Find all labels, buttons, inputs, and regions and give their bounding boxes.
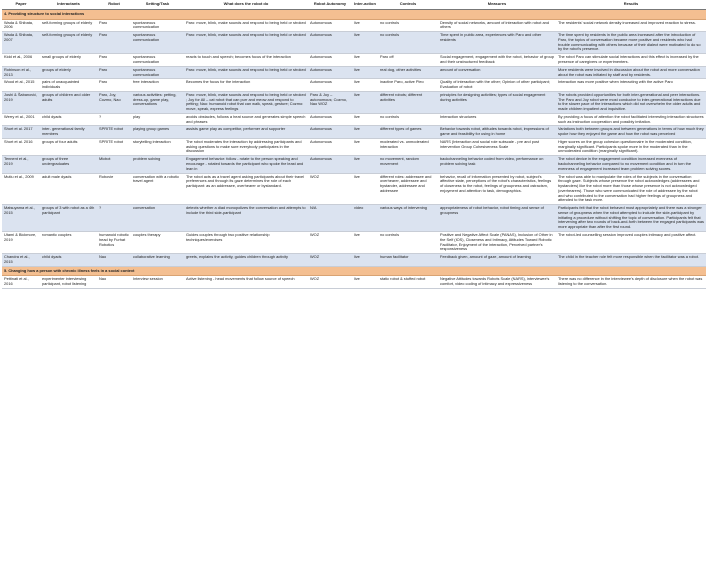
cell-results: More residents were involved in discussion about the robot and more conversation about the robot was initiated by staff and by residents. — [556, 66, 706, 79]
cell-results: The robot-led counselling session improved couples intimacy and positive affect. — [556, 231, 706, 253]
cell-interaction: live — [352, 113, 378, 126]
cell-interactants: groups of three undergraduates — [40, 156, 97, 173]
cell-what: Guides couples through two positive relationship techniques/exercises — [184, 231, 308, 253]
cell-paper: Pettinati et al., 2016 — [2, 276, 40, 289]
col-header-paper: Paper — [2, 1, 40, 9]
cell-setting: collaborative learning — [131, 254, 184, 267]
cell-setting: conversation with a robotic travel agent — [131, 173, 184, 205]
cell-measures: Time spent in public area, experiences with Paro and other residents — [438, 32, 556, 54]
cell-paper: Utami & Bickmore, 2019 — [2, 231, 40, 253]
table-row — [2, 32, 706, 54]
cell-interaction: live — [352, 173, 378, 205]
cell-autonomy: WOZ — [308, 173, 352, 205]
table-row — [2, 173, 706, 205]
literature-table — [2, 1, 706, 289]
cell-measures: Quality of interaction with the other; Opinion of other participant; Evaluation of robot — [438, 79, 556, 92]
cell-what: assists game play as competitor, performer and supporter — [184, 126, 308, 139]
table-row — [2, 126, 706, 139]
cell-robot: ? — [97, 113, 131, 126]
cell-autonomy: Autonomous — [308, 19, 352, 32]
cell-interactants: inter- generational family members — [40, 126, 97, 139]
col-header-interactants: Interactants — [40, 1, 97, 9]
cell-robot: SPRITE robot — [97, 126, 131, 139]
cell-interactants: child dyads — [40, 113, 97, 126]
cell-paper: Kidd et al., 2006 — [2, 54, 40, 67]
cell-autonomy: Autonomous — [308, 138, 352, 155]
col-header-setting: Setting/Task — [131, 1, 184, 9]
cell-setting: conversation — [131, 205, 184, 232]
cell-interaction: live — [352, 66, 378, 79]
cell-interactants: adult male dyads — [40, 173, 97, 205]
cell-autonomy: Autonomous — [308, 79, 352, 92]
cell-interactants: groups of children and older adults — [40, 91, 97, 113]
cell-measures: Interaction structures — [438, 113, 556, 126]
cell-what: avoids obstacles, follows a heat source and generates simple speech and phrases — [184, 113, 308, 126]
cell-what: The robot acts as a travel agent asking participants about their travel preferences and through its gaze determines the role of each participant: as an addressee, overhearer or bystandard. — [184, 173, 308, 205]
cell-results: The robot was able to manipulate the roles of the subjects in the conversation through gaze. Subjects whose presence the robot acknowledges (addressees and bystanders) like the robot more than those whose presence is not acknowledged (overhearers). Those who were communicated the role of addressee by the robot and who contributed to the conversation had higher feelings of groupness and attended to the task more. — [556, 173, 706, 205]
cell-interaction: live — [352, 79, 378, 92]
cell-controls: various ways of intervening — [378, 205, 438, 232]
cell-controls: different robots; different activities — [378, 91, 438, 113]
cell-controls: real dog, other activities — [378, 66, 438, 79]
table-row — [2, 54, 706, 67]
cell-what: Active listening - head movements that follow source of speech — [184, 276, 308, 289]
cell-autonomy: Autonomous — [308, 113, 352, 126]
cell-autonomy: WOZ — [308, 254, 352, 267]
table-row — [2, 79, 706, 92]
cell-robot: Paro — [97, 66, 131, 79]
cell-results: Variations both between groups and between generations in terms of how much they spoke how they enjoyed the game and how the robot was perceived — [556, 126, 706, 139]
cell-paper: Joshi & Šabanović, 2019 — [2, 91, 40, 113]
table-row — [2, 19, 706, 32]
cell-interactants: romantic couples — [40, 231, 97, 253]
table-row — [2, 138, 706, 155]
cell-interaction: live — [352, 156, 378, 173]
cell-setting: Interview session — [131, 276, 184, 289]
cell-controls: Paro off — [378, 54, 438, 67]
cell-robot: humanoid robotic head by Furhat Robotics — [97, 231, 131, 253]
cell-interactants: groups of four adults — [40, 138, 97, 155]
cell-what: greets, explains the activity, guides children through activity — [184, 254, 308, 267]
section-header-4 — [2, 9, 706, 19]
cell-robot: Paro — [97, 54, 131, 67]
cell-what: Paro: move, blink, make sounds and respond to being held or stroked ; Joy for All – cat robot that can purr and meow and respond to petting; Nao: humanoid robot that can walk, speak, gesture; Cozmo: move, speak, express feelings — [184, 91, 308, 113]
cell-interaction: live — [352, 54, 378, 67]
cell-interaction: live — [352, 32, 378, 54]
section-title: 4. Providing structure to social interactions — [2, 9, 706, 19]
cell-interaction: live — [352, 91, 378, 113]
cell-paper: Robinson et al., 2013 — [2, 66, 40, 79]
cell-interaction: video — [352, 205, 378, 232]
cell-interactants: pairs of unacquainted individuals — [40, 79, 97, 92]
table-row — [2, 205, 706, 232]
cell-measures: Density of social networks, amount of interaction with robot and others — [438, 19, 556, 32]
cell-setting: play — [131, 113, 184, 126]
cell-what: The robot moderates the interaction by addressing participants and asking questions to make sure everybody participates in the discussion — [184, 138, 308, 155]
cell-measures: backchanneling behavior coded from video, performance on problem solving task — [438, 156, 556, 173]
cell-controls: different types of games — [378, 126, 438, 139]
cell-autonomy: WOZ — [308, 276, 352, 289]
cell-results: The robots provided opportunities for both inter-generational and peer interactions. The Paro and Joy robot were most conducive to inter-generational interactions due to the slower pace of the interactions which did not overwhelm the older adults and made children impatient and inquisitive. — [556, 91, 706, 113]
cell-interactants: experimenter interviewing participant, robot listening — [40, 276, 97, 289]
table-row — [2, 91, 706, 113]
col-header-what: What does the robot do — [184, 1, 308, 9]
cell-robot: Nao — [97, 276, 131, 289]
section-header-5 — [2, 266, 706, 276]
cell-controls: different roles: addressee and overhearer, addressee and bystander, addressee and addressee — [378, 173, 438, 205]
cell-what: Becomes the focus for the interaction — [184, 79, 308, 92]
cell-interaction: live — [352, 126, 378, 139]
cell-paper: Wood et al., 2015 — [2, 79, 40, 92]
cell-interactants: self-forming groups of elderly — [40, 19, 97, 32]
cell-interaction: live — [352, 254, 378, 267]
cell-interactants: groups of elderly — [40, 66, 97, 79]
cell-interactants: child dyads — [40, 254, 97, 267]
cell-robot: ? — [97, 205, 131, 232]
cell-results: Interaction was more positive when interacting with the active Paro — [556, 79, 706, 92]
cell-robot: SPRITE robot — [97, 138, 131, 155]
col-header-measures: Measures — [438, 1, 556, 9]
cell-measures: principles for designing activities; types of social engagement during activities — [438, 91, 556, 113]
cell-results: The child in the teacher role felt more responsible when the facilitator was a robot. — [556, 254, 706, 267]
cell-measures: amount of conversation — [438, 66, 556, 79]
cell-what: detects whether a diad monopolizes the conversation and attempts to include the third side-participant — [184, 205, 308, 232]
cell-controls: no controls — [378, 113, 438, 126]
cell-interaction: live — [352, 276, 378, 289]
cell-results: The residents' social network density increased and improved reaction to stress. — [556, 19, 706, 32]
cell-controls: no controls — [378, 19, 438, 32]
cell-interactants: groups of 3 with robot as a 4th participant — [40, 205, 97, 232]
cell-results: Participants felt that the robot behaved most appropriately and there was a stronger sense of groupness when the robot attempted to include the side-participant by initiating a procedure without shifting the topic of conversation. Participants felt that intervening after two rounds of back-and-forth between the engaged participants was more appropriate than after the first round. — [556, 205, 706, 232]
cell-setting: spontaneous communication — [131, 54, 184, 67]
cell-what: Paro: move, blink, make sounds and respond to being held or stroked — [184, 66, 308, 79]
table-row — [2, 276, 706, 289]
cell-autonomy: Autonomous — [308, 126, 352, 139]
table-row — [2, 231, 706, 253]
cell-robot: Paro — [97, 19, 131, 32]
cell-results: By providing a focus of attention the robot facilitated interesting interaction structures such as instruction cooperation and possibly imitation. — [556, 113, 706, 126]
cell-setting: spontaneous communication — [131, 19, 184, 32]
cell-measures: Positive and Negative Affect Scale (PANAS), Inclusion of Other in the Self (IOS), Closeness and Intimacy, Attitudes Toward Robotic Facilitator, Enjoyment of the interaction, Perceived partner's responsiveness — [438, 231, 556, 253]
table-row — [2, 254, 706, 267]
cell-what: reacts to touch and speech; becomes focus of the interaction — [184, 54, 308, 67]
cell-measures: Social engagement, engagement with the robot, behavior of group and their unstructured feedback — [438, 54, 556, 67]
cell-setting: couples therapy — [131, 231, 184, 253]
cell-interaction: live — [352, 231, 378, 253]
cell-robot: Paro — [97, 79, 131, 92]
cell-measures: Behavior towards robot, attitudes towards robot, impressions of game and feasibility for using in home — [438, 126, 556, 139]
cell-robot: Robovie — [97, 173, 131, 205]
cell-setting: storytelling interaction — [131, 138, 184, 155]
cell-results: The robot device in the engagement condition increased evenness of backchanneling behavior compared to no movement condition and in turn the evenness of engagement increased team problem solving scores. — [556, 156, 706, 173]
cell-interaction: live — [352, 19, 378, 32]
cell-measures: behavior, recall of information presented by robot, subject's affective state, perceptions of the robot's characteristics, feelings of closeness to the robot, feelings of groupness and ostracism, enjoyment and attention to task, demographics. — [438, 173, 556, 205]
cell-setting: spontaneous communication — [131, 32, 184, 54]
table-row — [2, 66, 706, 79]
cell-robot: Paro, Joy, Cozmo, Nao — [97, 91, 131, 113]
cell-what: Paro: move, blink, make sounds and respond to being held or stroked — [184, 32, 308, 54]
cell-results: Higer scores on the group cohesion questionnaire in the moderated condition, marginally significant. Participants spoke more in the moderated than in the unmoderated condition (marginally significant). — [556, 138, 706, 155]
cell-what: Paro: move, blink, make sounds and respond to being held or stroked — [184, 19, 308, 32]
cell-autonomy: Autonomous — [308, 54, 352, 67]
cell-measures: NARS (Interaction and social role subscale - pre and post intervention Group Cohesiveness Scale — [438, 138, 556, 155]
cell-robot: Nao — [97, 254, 131, 267]
col-header-controls: Controls — [378, 1, 438, 9]
cell-controls: no controls — [378, 32, 438, 54]
cell-interactants: small groups of elderly — [40, 54, 97, 67]
cell-autonomy: N/A — [308, 205, 352, 232]
cell-setting: playing group games — [131, 126, 184, 139]
cell-autonomy: Paro & Joy – autonomous; Cozmo, Nao WOZ — [308, 91, 352, 113]
cell-what: Engagement behavior: follow - rotate to the person speaking and encourage - rotated towards the participant who spoke the least and lean in — [184, 156, 308, 173]
cell-autonomy: Autonomous — [308, 32, 352, 54]
cell-paper: Werry et al., 2001 — [2, 113, 40, 126]
cell-paper: Wada & Shibata, 2006 — [2, 19, 40, 32]
cell-interactants: self-forming groups of elderly — [40, 32, 97, 54]
col-header-autonomy: Robot Autonomy — [308, 1, 352, 9]
cell-setting: free interaction — [131, 79, 184, 92]
cell-controls: moderated vs. unmoderated interaction — [378, 138, 438, 155]
cell-paper: Wada & Shibata, 2007 — [2, 32, 40, 54]
cell-controls: no movement, random movement — [378, 156, 438, 173]
cell-robot: Paro — [97, 32, 131, 54]
col-header-interaction: Inter-action — [352, 1, 378, 9]
cell-autonomy: Autonomous — [308, 66, 352, 79]
cell-autonomy: Autonomous — [308, 156, 352, 173]
col-header-results: Results — [556, 1, 706, 9]
cell-controls: no controls — [378, 231, 438, 253]
table-row — [2, 113, 706, 126]
cell-paper: Short et al. 2017 — [2, 126, 40, 139]
cell-measures: Feedback given, amount of gaze, amount of learning — [438, 254, 556, 267]
cell-paper: Short et al. 2016 — [2, 138, 40, 155]
cell-results: The time spent by residents in the public area increased after the introduction of Paro, the topics of conversation became more positive and residents who had trouble communicating with others because of their dialect were motivated to do so by the robot's presence. — [556, 32, 706, 54]
cell-controls: human facilitator — [378, 254, 438, 267]
cell-controls: static robot & stuffed robot — [378, 276, 438, 289]
cell-paper: Mutlu et al., 2009 — [2, 173, 40, 205]
cell-paper: Tennent et al., 2019 — [2, 156, 40, 173]
cell-setting: spontaneous communication — [131, 66, 184, 79]
cell-interaction: live — [352, 138, 378, 155]
cell-controls: inactive Paro, active Pleo — [378, 79, 438, 92]
cell-paper: Chandra et al., 2015 — [2, 254, 40, 267]
section-title: 5. Changing how a person with chronic illness feels in a social context — [2, 266, 706, 276]
cell-setting: various activities: petting, dress-up, game play, conversations — [131, 91, 184, 113]
cell-autonomy: WOZ — [308, 231, 352, 253]
cell-measures: Negative Attitudes towards Robots Scale (NARS), interviewee's comfort, video coding of intimacy and expressiveness — [438, 276, 556, 289]
cell-setting: problem solving — [131, 156, 184, 173]
cell-measures: appropriateness of robot behavior, robot timing and sense of groupness — [438, 205, 556, 232]
col-header-robot: Robot — [97, 1, 131, 9]
header-row — [2, 1, 706, 9]
cell-paper: Matsuyama et al., 2015 — [2, 205, 40, 232]
cell-results: There was no difference in the interviewee's depth of disclosure when the robot was listening to the conversation. — [556, 276, 706, 289]
cell-results: The robot Paro can stimulate social interactions and this effect is increased by the presence of caregivers or experimenters. — [556, 54, 706, 67]
table-row — [2, 156, 706, 173]
cell-robot: Micbot — [97, 156, 131, 173]
